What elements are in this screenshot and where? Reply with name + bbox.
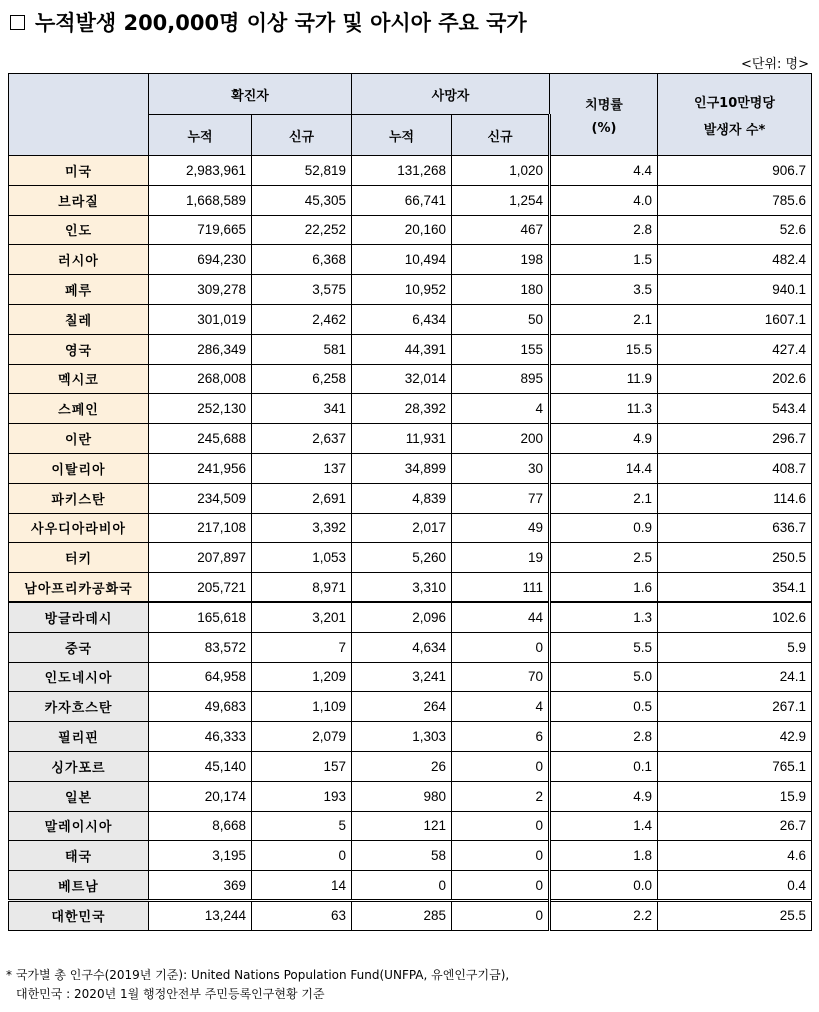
deaths-cumulative-cell: 121 <box>352 811 452 841</box>
confirmed-cumulative-cell: 3,195 <box>149 841 252 871</box>
per100k-cell: 42.9 <box>658 722 812 752</box>
deaths-new-cell: 198 <box>452 245 550 275</box>
cfr-cell: 4.9 <box>550 424 658 454</box>
header-cfr-line1: 치명률 <box>585 97 623 113</box>
confirmed-cumulative-cell: 245,688 <box>149 424 252 454</box>
confirmed-cumulative-cell: 268,008 <box>149 364 252 394</box>
cfr-cell: 5.5 <box>550 632 658 662</box>
deaths-new-cell: 0 <box>452 900 550 930</box>
deaths-new-cell: 4 <box>452 692 550 722</box>
cfr-cell: 2.8 <box>550 722 658 752</box>
confirmed-new-cell: 2,079 <box>252 722 352 752</box>
table-row <box>9 602 812 632</box>
country-name-cell: 일본 <box>9 781 149 811</box>
confirmed-cumulative-cell: 205,721 <box>149 573 252 603</box>
cfr-cell: 4.0 <box>550 185 658 215</box>
deaths-cumulative-cell: 10,494 <box>352 245 452 275</box>
confirmed-cumulative-cell: 309,278 <box>149 275 252 305</box>
table-row <box>9 751 812 781</box>
confirmed-new-cell: 2,462 <box>252 304 352 334</box>
country-name-cell: 필리핀 <box>9 722 149 752</box>
per100k-cell: 1607.1 <box>658 304 812 334</box>
country-name-cell: 카자흐스탄 <box>9 692 149 722</box>
country-name-cell: 이란 <box>9 424 149 454</box>
cfr-cell: 11.9 <box>550 364 658 394</box>
deaths-cumulative-cell: 28,392 <box>352 394 452 424</box>
cfr-cell: 2.2 <box>550 900 658 930</box>
header-per100k-line2: 발생자 수* <box>703 122 766 138</box>
per100k-cell: 296.7 <box>658 424 812 454</box>
deaths-new-cell: 2 <box>452 781 550 811</box>
per100k-cell: 267.1 <box>658 692 812 722</box>
confirmed-cumulative-cell: 46,333 <box>149 722 252 752</box>
country-name-cell: 인도 <box>9 215 149 245</box>
table-row <box>9 483 812 513</box>
per100k-cell: 102.6 <box>658 602 812 632</box>
deaths-new-cell: 6 <box>452 722 550 752</box>
confirmed-cumulative-cell: 252,130 <box>149 394 252 424</box>
cfr-cell: 1.8 <box>550 841 658 871</box>
cfr-cell: 1.5 <box>550 245 658 275</box>
deaths-cumulative-cell: 44,391 <box>352 334 452 364</box>
deaths-new-cell: 19 <box>452 543 550 573</box>
table-row <box>9 513 812 543</box>
deaths-new-cell: 0 <box>452 841 550 871</box>
table-row <box>9 453 812 483</box>
cfr-cell: 5.0 <box>550 662 658 692</box>
checkbox-square-icon <box>10 15 25 30</box>
country-name-cell: 말레이시아 <box>9 811 149 841</box>
cfr-cell: 4.9 <box>550 781 658 811</box>
confirmed-new-cell: 45,305 <box>252 185 352 215</box>
confirmed-cumulative-cell: 2,983,961 <box>149 156 252 186</box>
cfr-cell: 2.1 <box>550 304 658 334</box>
per100k-cell: 906.7 <box>658 156 812 186</box>
cfr-cell: 0.5 <box>550 692 658 722</box>
footnote-line2: 대한민국 : 2020년 1월 행정안전부 주민등록인구현황 기준 <box>16 987 325 1001</box>
deaths-new-cell: 1,020 <box>452 156 550 186</box>
deaths-new-cell: 4 <box>452 394 550 424</box>
country-name-cell: 싱가포르 <box>9 751 149 781</box>
country-name-cell: 브라질 <box>9 185 149 215</box>
country-name-cell: 파키스탄 <box>9 483 149 513</box>
header-confirmed: 확진자 <box>149 74 352 115</box>
deaths-new-cell: 0 <box>452 632 550 662</box>
deaths-new-cell: 111 <box>452 573 550 603</box>
deaths-new-cell: 70 <box>452 662 550 692</box>
per100k-cell: 636.7 <box>658 513 812 543</box>
deaths-new-cell: 180 <box>452 275 550 305</box>
confirmed-cumulative-cell: 217,108 <box>149 513 252 543</box>
confirmed-cumulative-cell: 694,230 <box>149 245 252 275</box>
country-name-cell: 중국 <box>9 632 149 662</box>
confirmed-new-cell: 157 <box>252 751 352 781</box>
deaths-new-cell: 155 <box>452 334 550 364</box>
confirmed-new-cell: 3,201 <box>252 602 352 632</box>
table-row <box>9 304 812 334</box>
confirmed-cumulative-cell: 165,618 <box>149 602 252 632</box>
deaths-new-cell: 0 <box>452 871 550 901</box>
per100k-cell: 543.4 <box>658 394 812 424</box>
per100k-cell: 4.6 <box>658 841 812 871</box>
table-row <box>9 364 812 394</box>
confirmed-new-cell: 63 <box>252 900 352 930</box>
per100k-cell: 250.5 <box>658 543 812 573</box>
confirmed-new-cell: 193 <box>252 781 352 811</box>
header-deaths-new: 신규 <box>452 115 550 156</box>
table-row <box>9 662 812 692</box>
country-name-cell: 사우디아라비아 <box>9 513 149 543</box>
table-row <box>9 811 812 841</box>
header-per100k-line1: 인구10만명당 <box>694 95 775 111</box>
header-deaths: 사망자 <box>352 74 550 115</box>
header-country <box>9 74 149 156</box>
deaths-cumulative-cell: 10,952 <box>352 275 452 305</box>
cfr-cell: 1.4 <box>550 811 658 841</box>
confirmed-cumulative-cell: 64,958 <box>149 662 252 692</box>
table-body <box>9 156 812 931</box>
country-name-cell: 이탈리아 <box>9 453 149 483</box>
country-name-cell: 태국 <box>9 841 149 871</box>
confirmed-new-cell: 1,209 <box>252 662 352 692</box>
per100k-cell: 354.1 <box>658 573 812 603</box>
deaths-cumulative-cell: 2,017 <box>352 513 452 543</box>
country-name-cell: 칠레 <box>9 304 149 334</box>
deaths-cumulative-cell: 20,160 <box>352 215 452 245</box>
deaths-cumulative-cell: 32,014 <box>352 364 452 394</box>
deaths-cumulative-cell: 11,931 <box>352 424 452 454</box>
page-title <box>10 8 527 36</box>
unit-label: <단위: 명> <box>741 57 809 72</box>
confirmed-cumulative-cell: 49,683 <box>149 692 252 722</box>
deaths-new-cell: 1,254 <box>452 185 550 215</box>
deaths-new-cell: 30 <box>452 453 550 483</box>
confirmed-new-cell: 14 <box>252 871 352 901</box>
deaths-cumulative-cell: 6,434 <box>352 304 452 334</box>
per100k-cell: 202.6 <box>658 364 812 394</box>
per100k-cell: 114.6 <box>658 483 812 513</box>
confirmed-new-cell: 52,819 <box>252 156 352 186</box>
deaths-cumulative-cell: 285 <box>352 900 452 930</box>
footnote-line1: * 국가별 총 인구수(2019년 기준): United Nations Population Fund(UNFPA, 유엔인구기금), <box>6 968 510 982</box>
per100k-cell: 26.7 <box>658 811 812 841</box>
covid-stats-table <box>8 73 812 931</box>
confirmed-new-cell: 1,109 <box>252 692 352 722</box>
confirmed-new-cell: 5 <box>252 811 352 841</box>
table-row <box>9 722 812 752</box>
deaths-cumulative-cell: 980 <box>352 781 452 811</box>
deaths-new-cell: 0 <box>452 751 550 781</box>
table-row <box>9 692 812 722</box>
cfr-cell: 0.9 <box>550 513 658 543</box>
deaths-cumulative-cell: 131,268 <box>352 156 452 186</box>
confirmed-new-cell: 3,575 <box>252 275 352 305</box>
table-row <box>9 215 812 245</box>
header-per100k <box>658 74 812 156</box>
cfr-cell: 4.4 <box>550 156 658 186</box>
country-name-cell: 미국 <box>9 156 149 186</box>
deaths-cumulative-cell: 3,310 <box>352 573 452 603</box>
country-name-cell: 터키 <box>9 543 149 573</box>
per100k-cell: 482.4 <box>658 245 812 275</box>
deaths-cumulative-cell: 58 <box>352 841 452 871</box>
page-title-text: 누적발생 200,000명 이상 국가 및 아시아 주요 국가 <box>35 11 527 35</box>
country-name-cell: 멕시코 <box>9 364 149 394</box>
per100k-cell: 52.6 <box>658 215 812 245</box>
table-row <box>9 185 812 215</box>
table-row <box>9 424 812 454</box>
confirmed-new-cell: 6,258 <box>252 364 352 394</box>
per100k-cell: 25.5 <box>658 900 812 930</box>
deaths-cumulative-cell: 4,634 <box>352 632 452 662</box>
country-name-cell: 대한민국 <box>9 900 149 930</box>
country-name-cell: 베트남 <box>9 871 149 901</box>
cfr-cell: 1.6 <box>550 573 658 603</box>
deaths-cumulative-cell: 34,899 <box>352 453 452 483</box>
table-row <box>9 900 812 930</box>
confirmed-cumulative-cell: 83,572 <box>149 632 252 662</box>
cfr-cell: 15.5 <box>550 334 658 364</box>
cfr-cell: 3.5 <box>550 275 658 305</box>
confirmed-cumulative-cell: 1,668,589 <box>149 185 252 215</box>
table-row <box>9 841 812 871</box>
per100k-cell: 408.7 <box>658 453 812 483</box>
deaths-new-cell: 467 <box>452 215 550 245</box>
per100k-cell: 785.6 <box>658 185 812 215</box>
country-name-cell: 남아프리카공화국 <box>9 573 149 603</box>
confirmed-cumulative-cell: 45,140 <box>149 751 252 781</box>
country-name-cell: 인도네시아 <box>9 662 149 692</box>
table-row <box>9 871 812 901</box>
per100k-cell: 0.4 <box>658 871 812 901</box>
country-name-cell: 스페인 <box>9 394 149 424</box>
confirmed-cumulative-cell: 13,244 <box>149 900 252 930</box>
confirmed-cumulative-cell: 234,509 <box>149 483 252 513</box>
cfr-cell: 11.3 <box>550 394 658 424</box>
cfr-cell: 14.4 <box>550 453 658 483</box>
table-row <box>9 632 812 662</box>
country-name-cell: 영국 <box>9 334 149 364</box>
confirmed-new-cell: 2,691 <box>252 483 352 513</box>
footnote <box>6 966 509 1004</box>
per100k-cell: 765.1 <box>658 751 812 781</box>
deaths-new-cell: 0 <box>452 811 550 841</box>
deaths-cumulative-cell: 26 <box>352 751 452 781</box>
cfr-cell: 2.8 <box>550 215 658 245</box>
confirmed-new-cell: 8,971 <box>252 573 352 603</box>
confirmed-cumulative-cell: 8,668 <box>149 811 252 841</box>
header-deaths-cumulative: 누적 <box>352 115 452 156</box>
table-row <box>9 781 812 811</box>
confirmed-new-cell: 2,637 <box>252 424 352 454</box>
header-cfr-line2: (%) <box>591 120 617 136</box>
cfr-cell: 0.0 <box>550 871 658 901</box>
deaths-new-cell: 895 <box>452 364 550 394</box>
confirmed-new-cell: 137 <box>252 453 352 483</box>
table-row <box>9 156 812 186</box>
table-row <box>9 245 812 275</box>
country-name-cell: 페루 <box>9 275 149 305</box>
confirmed-new-cell: 341 <box>252 394 352 424</box>
deaths-cumulative-cell: 0 <box>352 871 452 901</box>
confirmed-new-cell: 22,252 <box>252 215 352 245</box>
deaths-cumulative-cell: 4,839 <box>352 483 452 513</box>
per100k-cell: 24.1 <box>658 662 812 692</box>
confirmed-cumulative-cell: 369 <box>149 871 252 901</box>
cfr-cell: 2.1 <box>550 483 658 513</box>
table-row <box>9 394 812 424</box>
country-name-cell: 러시아 <box>9 245 149 275</box>
cfr-cell: 2.5 <box>550 543 658 573</box>
deaths-cumulative-cell: 264 <box>352 692 452 722</box>
per100k-cell: 940.1 <box>658 275 812 305</box>
deaths-new-cell: 49 <box>452 513 550 543</box>
deaths-new-cell: 77 <box>452 483 550 513</box>
confirmed-new-cell: 7 <box>252 632 352 662</box>
country-name-cell: 방글라데시 <box>9 602 149 632</box>
confirmed-new-cell: 581 <box>252 334 352 364</box>
confirmed-cumulative-cell: 241,956 <box>149 453 252 483</box>
table-row <box>9 543 812 573</box>
deaths-cumulative-cell: 1,303 <box>352 722 452 752</box>
confirmed-new-cell: 0 <box>252 841 352 871</box>
per100k-cell: 427.4 <box>658 334 812 364</box>
deaths-cumulative-cell: 2,096 <box>352 602 452 632</box>
confirmed-cumulative-cell: 207,897 <box>149 543 252 573</box>
per100k-cell: 15.9 <box>658 781 812 811</box>
header-confirmed-new: 신규 <box>252 115 352 156</box>
table-row <box>9 275 812 305</box>
confirmed-cumulative-cell: 286,349 <box>149 334 252 364</box>
deaths-new-cell: 44 <box>452 602 550 632</box>
table-row <box>9 573 812 603</box>
deaths-new-cell: 50 <box>452 304 550 334</box>
deaths-cumulative-cell: 66,741 <box>352 185 452 215</box>
confirmed-new-cell: 3,392 <box>252 513 352 543</box>
deaths-new-cell: 200 <box>452 424 550 454</box>
confirmed-cumulative-cell: 301,019 <box>149 304 252 334</box>
cfr-cell: 0.1 <box>550 751 658 781</box>
per100k-cell: 5.9 <box>658 632 812 662</box>
header-confirmed-cumulative: 누적 <box>149 115 252 156</box>
confirmed-new-cell: 1,053 <box>252 543 352 573</box>
table-row <box>9 334 812 364</box>
deaths-cumulative-cell: 5,260 <box>352 543 452 573</box>
deaths-cumulative-cell: 3,241 <box>352 662 452 692</box>
confirmed-cumulative-cell: 719,665 <box>149 215 252 245</box>
cfr-cell: 1.3 <box>550 602 658 632</box>
header-cfr <box>550 74 658 156</box>
confirmed-cumulative-cell: 20,174 <box>149 781 252 811</box>
confirmed-new-cell: 6,368 <box>252 245 352 275</box>
table-header <box>9 74 812 156</box>
